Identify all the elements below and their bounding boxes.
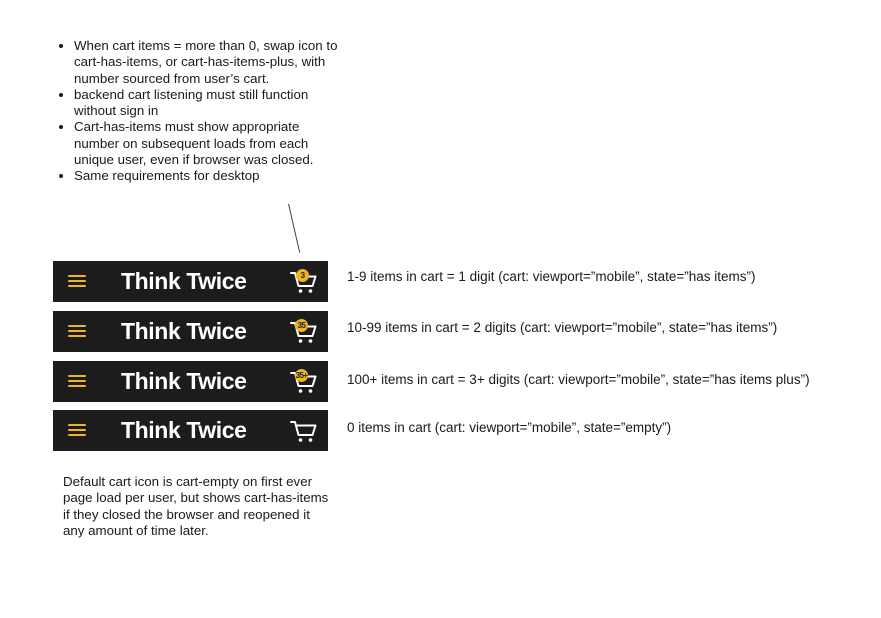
default-state-note: Default cart icon is cart-empty on first ever page load per user, but shows cart-has-items if they closed the browser and reopened it any amount of time later.: [63, 474, 329, 538]
cart-count-badge: 3: [296, 269, 309, 282]
cart-count-badge: 35: [295, 319, 308, 332]
header-bar-two-digits: [53, 311, 328, 352]
state-caption-three-plus-digits: 100+ items in cart = 3+ digits (cart: viewport=”mobile”, state=”has items plus”): [347, 372, 810, 387]
requirement-item: • backend cart listening must still function without sign in: [74, 87, 344, 120]
requirement-item: • When cart items = more than 0, swap icon to cart-has-items, or cart-has-items-plus, with number sourced from user’s cart.: [74, 38, 344, 87]
header-bar-one-digit: [53, 261, 328, 302]
header-bar-empty: [53, 410, 328, 451]
think-twice-logo[interactable]: Think Twice: [121, 368, 247, 394]
think-twice-logo[interactable]: Think Twice: [121, 417, 247, 443]
state-caption-two-digits: 10-99 items in cart = 2 digits (cart: viewport=”mobile”, state=”has items”): [347, 320, 778, 335]
think-twice-logo[interactable]: Think Twice: [121, 268, 247, 294]
cart-has-items-plus-icon[interactable]: [290, 368, 318, 396]
state-caption-empty: 0 items in cart (cart: viewport=”mobile”, state=”empty”): [347, 420, 672, 435]
state-caption-one-digit: 1-9 items in cart = 1 digit (cart: viewport=”mobile”, state=”has items”): [347, 269, 756, 284]
cart-count-badge: 35+: [295, 371, 308, 380]
hamburger-menu-icon[interactable]: [68, 424, 86, 437]
think-twice-logo[interactable]: Think Twice: [121, 318, 247, 344]
requirements-list: [58, 38, 344, 185]
cart-has-items-icon[interactable]: [290, 318, 318, 346]
cart-glyph: [290, 417, 318, 445]
header-bar-three-plus-digits: [53, 361, 328, 402]
connector-line: [288, 204, 300, 253]
hamburger-menu-icon[interactable]: [68, 375, 86, 388]
requirement-item: • Cart-has-items must show appropriate number on subsequent loads from each unique user, even if browser was closed.: [74, 119, 344, 168]
requirement-item: • Same requirements for desktop: [74, 168, 344, 184]
hamburger-menu-icon[interactable]: [68, 275, 86, 288]
hamburger-menu-icon[interactable]: [68, 325, 86, 338]
cart-has-items-icon[interactable]: [290, 268, 318, 296]
cart-empty-icon[interactable]: [290, 417, 318, 445]
